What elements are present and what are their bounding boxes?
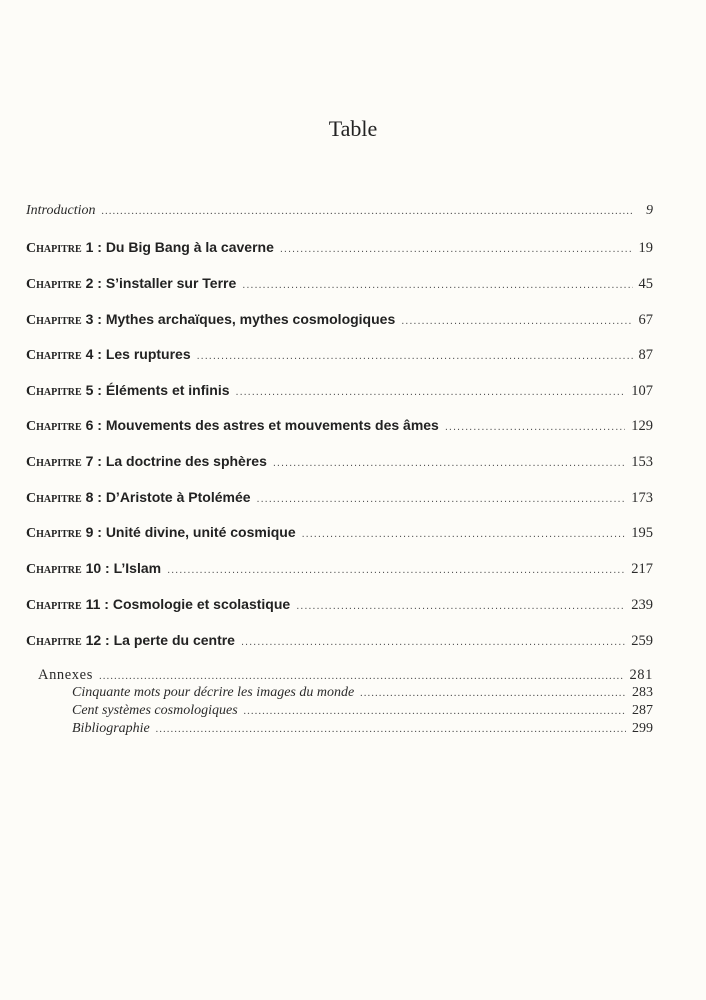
toc-entry-chapter-12[interactable] (26, 632, 653, 650)
toc-entry-label: Chapitre 8 : D’Aristote à Ptolémée (26, 489, 251, 506)
toc-entry-label: Bibliographie (72, 721, 150, 736)
toc-page-number: 283 (632, 685, 653, 700)
dot-leader (360, 687, 626, 699)
toc-page-number: 107 (631, 383, 653, 399)
chapter-number: 10 (85, 560, 102, 576)
chapter-title: La doctrine des sphères (105, 453, 267, 469)
chapter-number: 12 (85, 632, 102, 648)
toc-page-number: 19 (638, 240, 653, 256)
chapter-number: 8 (85, 489, 94, 505)
toc-page-number: 195 (631, 525, 653, 541)
toc-entry-label: Annexes (38, 667, 93, 683)
toc-entry-label: Chapitre 11 : Cosmologie et scolastique (26, 596, 291, 613)
toc-page-number: 217 (631, 561, 653, 577)
toc-entry-chapter-11[interactable] (26, 596, 653, 614)
toc-entry-label: Cinquante mots pour décrire les images du monde (72, 685, 355, 700)
dot-leader (242, 279, 632, 291)
toc-entry-chapter-4[interactable] (26, 346, 653, 364)
toc-page-number: 287 (632, 703, 653, 718)
dot-leader (244, 705, 626, 717)
toc-entry-annex-systems[interactable] (72, 703, 653, 719)
toc-page-number: 259 (631, 633, 653, 649)
toc-entry-chapter-10[interactable] (26, 560, 653, 578)
toc-entry-chapter-5[interactable] (26, 382, 653, 400)
toc-page-number: 9 (646, 203, 653, 218)
toc-entry-label: Chapitre 10 : L’Islam (26, 560, 162, 577)
toc-page-number: 67 (638, 312, 653, 328)
dot-leader (236, 386, 626, 398)
chapter-title: Unité divine, unité cosmique (105, 524, 296, 540)
dot-leader (302, 528, 626, 540)
dot-leader (280, 243, 633, 255)
chapter-number: 2 (85, 275, 94, 291)
toc-entry-chapter-7[interactable] (26, 453, 653, 471)
toc-page-number: 87 (638, 347, 653, 363)
toc-page-number: 129 (631, 418, 653, 434)
toc-page-number: 281 (629, 667, 653, 683)
toc-entry-label: Chapitre 3 : Mythes archaïques, mythes cosmologiques (26, 311, 396, 328)
toc-entry-introduction[interactable] (26, 203, 653, 219)
chapter-prefix: Chapitre (26, 526, 82, 541)
chapter-title: L’Islam (113, 560, 162, 576)
dot-leader (296, 600, 625, 612)
chapter-number: 6 (85, 417, 94, 433)
dot-leader (445, 421, 625, 433)
toc-entry-label: Chapitre 1 : Du Big Bang à la caverne (26, 239, 274, 256)
toc-entry-label: Chapitre 5 : Éléments et infinis (26, 382, 230, 399)
chapter-prefix: Chapitre (26, 491, 82, 506)
dot-leader (401, 315, 632, 327)
toc-entry-chapter-3[interactable] (26, 311, 653, 329)
toc-entry-chapter-8[interactable] (26, 489, 653, 507)
toc-entry-chapter-1[interactable] (26, 239, 653, 257)
toc-page-number: 239 (631, 597, 653, 613)
toc-entry-chapter-9[interactable] (26, 524, 653, 542)
dot-leader (241, 636, 625, 648)
chapter-prefix: Chapitre (26, 277, 82, 292)
toc-page-number: 45 (638, 276, 653, 292)
dot-leader (101, 205, 633, 217)
toc-entry-annex-words[interactable] (72, 685, 653, 701)
page-title: Table (328, 116, 378, 141)
chapter-prefix: Chapitre (26, 455, 82, 470)
chapter-prefix: Chapitre (26, 598, 82, 613)
chapter-title: D’Aristote à Ptolémée (105, 489, 251, 505)
toc-page-number: 299 (632, 721, 653, 736)
toc-page-number: 153 (631, 454, 653, 470)
chapter-number: 1 (85, 239, 94, 255)
toc-entry-label: Introduction (26, 203, 96, 218)
chapter-title: Mouvements des astres et mouvements des âmes (105, 417, 439, 433)
toc-entry-label: Chapitre 2 : S’installer sur Terre (26, 275, 237, 292)
chapter-number: 3 (85, 311, 94, 327)
chapter-prefix: Chapitre (26, 313, 82, 328)
chapter-prefix: Chapitre (26, 384, 82, 399)
chapter-prefix: Chapitre (26, 348, 82, 363)
toc-entry-annex-bibliography[interactable] (72, 721, 653, 737)
chapter-prefix: Chapitre (26, 562, 82, 577)
chapter-prefix: Chapitre (26, 419, 82, 434)
toc-entry-label: Chapitre 9 : Unité divine, unité cosmique (26, 524, 296, 541)
toc-entry-label: Cent systèmes cosmologiques (72, 703, 238, 718)
toc-entry-chapter-2[interactable] (26, 275, 653, 293)
toc-entry-label: Chapitre 12 : La perte du centre (26, 632, 235, 649)
dot-leader (156, 723, 626, 735)
chapter-number: 9 (85, 524, 94, 540)
toc-entry-annexes[interactable] (38, 667, 653, 684)
toc-page-number: 173 (631, 490, 653, 506)
chapter-title: Mythes archaïques, mythes cosmologiques (105, 311, 396, 327)
chapter-title: S’installer sur Terre (105, 275, 237, 291)
dot-leader (257, 493, 626, 505)
dot-leader (99, 670, 624, 682)
chapter-number: 11 (85, 596, 101, 612)
dot-leader (273, 457, 625, 469)
chapter-number: 5 (85, 382, 94, 398)
chapter-number: 7 (85, 453, 94, 469)
chapter-prefix: Chapitre (26, 634, 82, 649)
chapter-title: Éléments et infinis (105, 382, 230, 398)
chapter-prefix: Chapitre (26, 241, 82, 256)
toc-entry-label: Chapitre 6 : Mouvements des astres et mouvements des âmes (26, 417, 439, 434)
chapter-title: La perte du centre (113, 632, 235, 648)
chapter-title: Cosmologie et scolastique (112, 596, 291, 612)
toc-entry-label: Chapitre 4 : Les ruptures (26, 346, 191, 363)
chapter-number: 4 (85, 346, 94, 362)
dot-leader (197, 350, 633, 362)
chapter-title: Du Big Bang à la caverne (105, 239, 274, 255)
dot-leader (167, 564, 625, 576)
toc-entry-chapter-6[interactable] (26, 417, 653, 435)
toc-entry-label: Chapitre 7 : La doctrine des sphères (26, 453, 267, 470)
chapter-title: Les ruptures (105, 346, 191, 362)
